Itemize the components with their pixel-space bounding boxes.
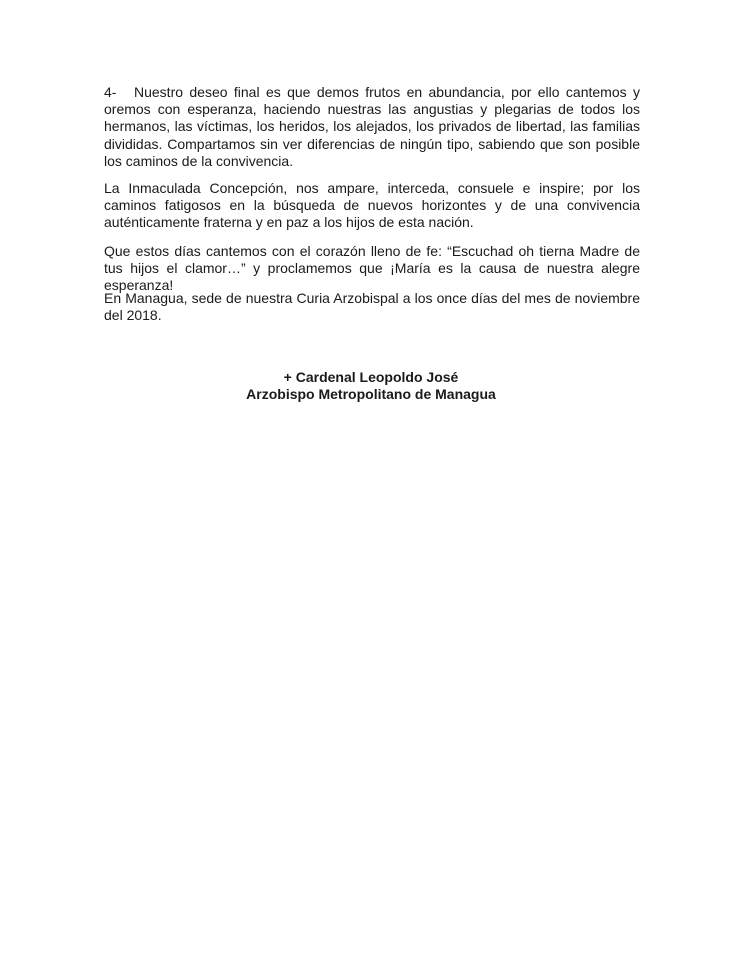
- paragraph-inmaculada: La Inmaculada Concepción, nos ampare, interceda, consuele e inspire; por los caminos fatigosos en la búsqueda de nuevos horizontes y de una convivencia auténticamente fraterna y en paz a los hijos de esta nación.: [104, 180, 640, 231]
- paragraph-text: Nuestro deseo final es que demos frutos en abundancia, por ello cantemos y oremos con esperanza, haciendo nuestras las angustias y plegarias de todos los hermanos, las víctimas, los heridos, los alejados, los privados de libertad, las familias divididas. Compartamos sin ver diferencias de ningún tipo, sabiendo que son posible los caminos de la convivencia.: [104, 84, 640, 169]
- paragraph-number: 4-: [104, 84, 117, 100]
- signature-title: Arzobispo Metropolitano de Managua: [246, 386, 496, 402]
- signature-name: + Cardenal Leopoldo José: [283, 369, 459, 385]
- paragraph-date-place: En Managua, sede de nuestra Curia Arzobispal a los once días del mes de noviembre del 2018.: [104, 290, 640, 324]
- paragraph-cantemos: Que estos días cantemos con el corazón lleno de fe: “Escuchad oh tierna Madre de tus hijos el clamor…” y proclamemos que ¡María es la causa de nuestra alegre esperanza!: [104, 243, 640, 294]
- paragraph-closing-wish: [104, 84, 640, 170]
